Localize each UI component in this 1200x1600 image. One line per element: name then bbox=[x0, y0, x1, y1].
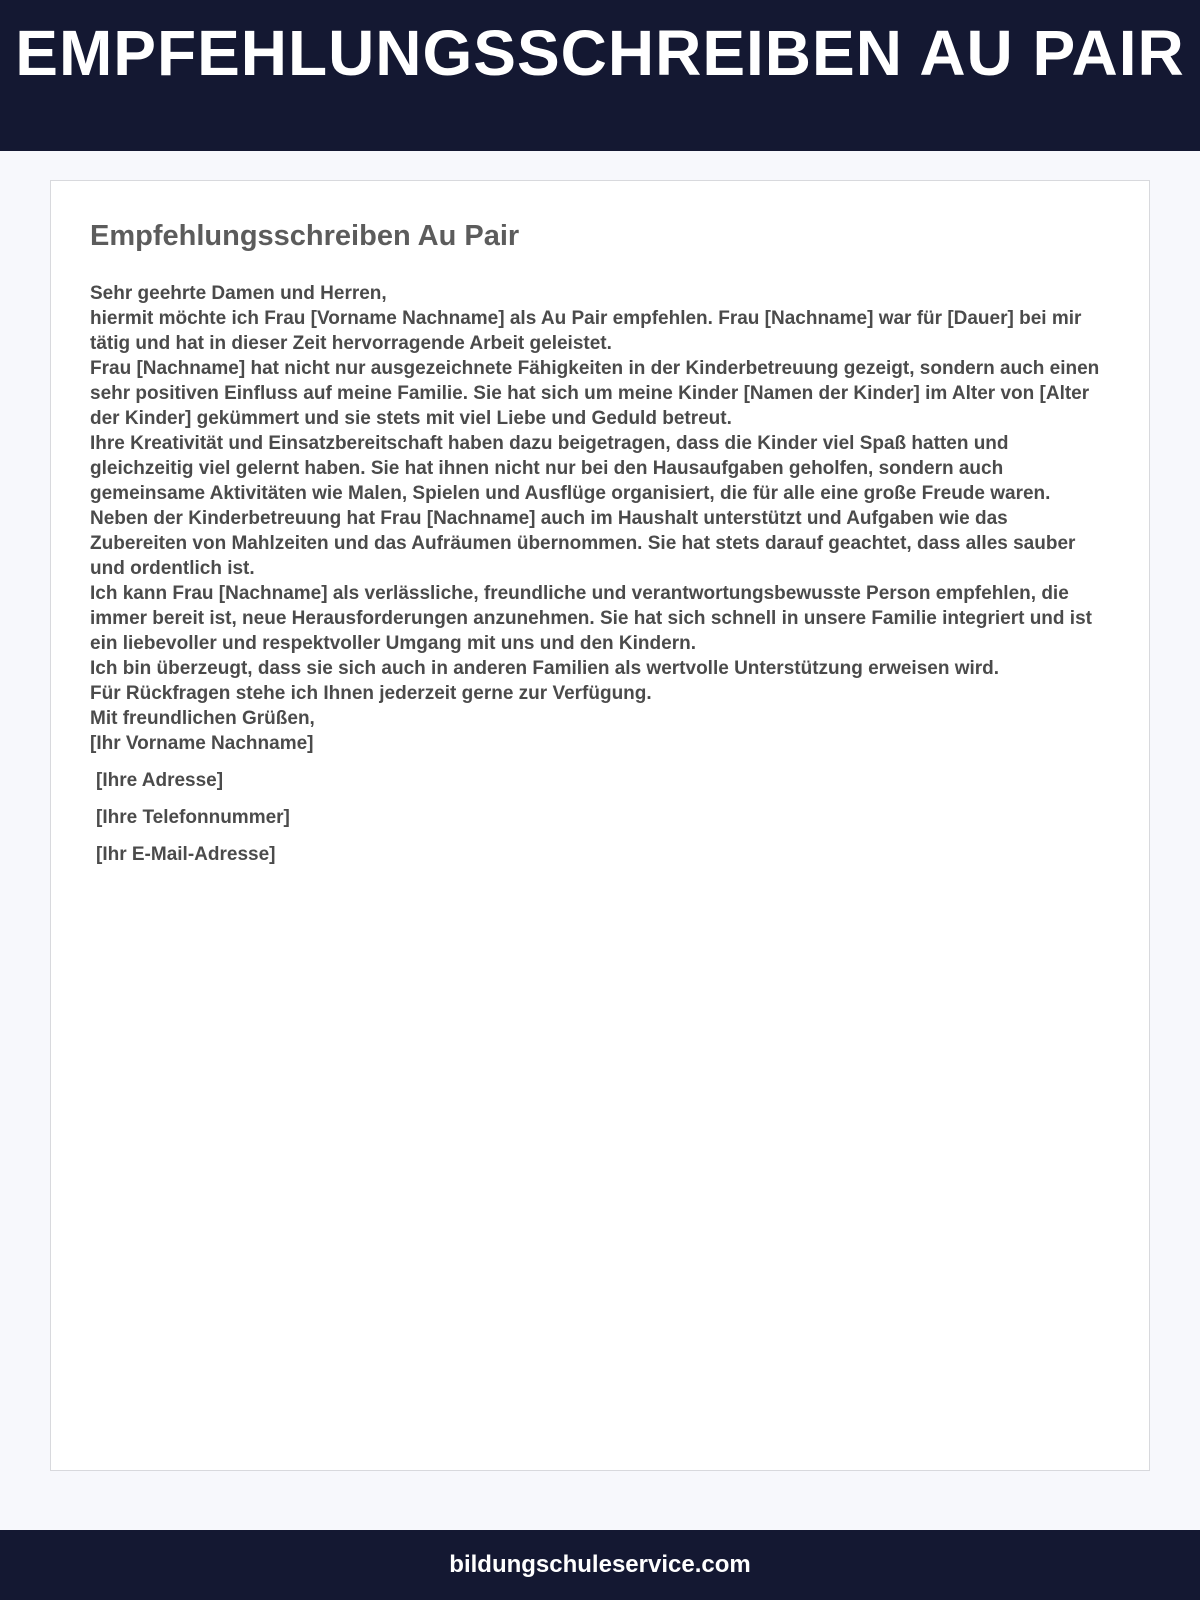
closing-line: Ich bin überzeugt, dass sie sich auch in anderen Familien als wertvolle Unterstützung erweisen wird. bbox=[90, 658, 1000, 679]
contact-email: [Ihr E-Mail-Adresse] bbox=[96, 844, 276, 865]
letter-paragraph: Neben der Kinderbetreuung hat Frau [Nachname] auch im Haushalt unterstützt und Aufgaben wie das Zubereiten von Mahlzeiten und das Aufräumen übernommen. Sie hat stets darauf geachtet, dass alles sauber und ordentlich ist. bbox=[90, 508, 1076, 579]
letter-card bbox=[50, 180, 1150, 1471]
letter-paragraph: Ich kann Frau [Nachname] als verlässliche, freundliche und verantwortungsbewusste Person empfehlen, die immer bereit ist, neue Herausforderungen anzunehmen. Sie hat sich schnell in unsere Familie integriert und ist ein liebevoller und respektvoller Umgang mit uns und den Kindern. bbox=[90, 583, 1092, 654]
page-footer bbox=[0, 1530, 1200, 1600]
closing-line: Für Rückfragen stehe ich Ihnen jederzeit gerne zur Verfügung. bbox=[90, 683, 652, 704]
salutation: Sehr geehrte Damen und Herren, bbox=[90, 283, 387, 304]
signature-name: [Ihr Vorname Nachname] bbox=[90, 733, 314, 754]
letter-body bbox=[90, 281, 1110, 756]
contact-address: [Ihre Adresse] bbox=[96, 770, 224, 791]
letter-paragraph: Ihre Kreativität und Einsatzbereitschaft haben dazu beigetragen, dass die Kinder viel Spaß hatten und gleichzeitig viel gelernt haben. Sie hat ihnen nicht nur bei den Hausaufgaben geholfen, sondern auch gemeinsame Aktivitäten wie Malen, Spielen und Ausflüge organisiert, die für alle eine große Freude waren. bbox=[90, 433, 1051, 504]
contact-phone: [Ihre Telefonnummer] bbox=[96, 807, 290, 828]
letter-paragraph: Frau [Nachname] hat nicht nur ausgezeichnete Fähigkeiten in der Kinderbetreuung gezeigt, sondern auch einen sehr positiven Einfluss auf meine Familie. Sie hat sich um meine Kinder [Namen der Kinder] im Alter von [Alter der Kinder] gekümmert und sie stets mit viel Liebe und Geduld betreut. bbox=[90, 358, 1100, 429]
page-title: EMPFEHLUNGSSCHREIBEN AU PAIR bbox=[15, 17, 1185, 89]
letter-heading: Empfehlungsschreiben Au Pair bbox=[90, 220, 520, 252]
page-header bbox=[0, 0, 1200, 151]
closing-greeting: Mit freundlichen Grüßen, bbox=[90, 708, 315, 729]
letter-paragraph: hiermit möchte ich Frau [Vorname Nachname] als Au Pair empfehlen. Frau [Nachname] war für [Dauer] bei mir tätig und hat in dieser Zeit hervorragende Arbeit geleistet. bbox=[90, 308, 1082, 354]
footer-site-link[interactable]: bildungschuleservice.com bbox=[449, 1551, 751, 1578]
